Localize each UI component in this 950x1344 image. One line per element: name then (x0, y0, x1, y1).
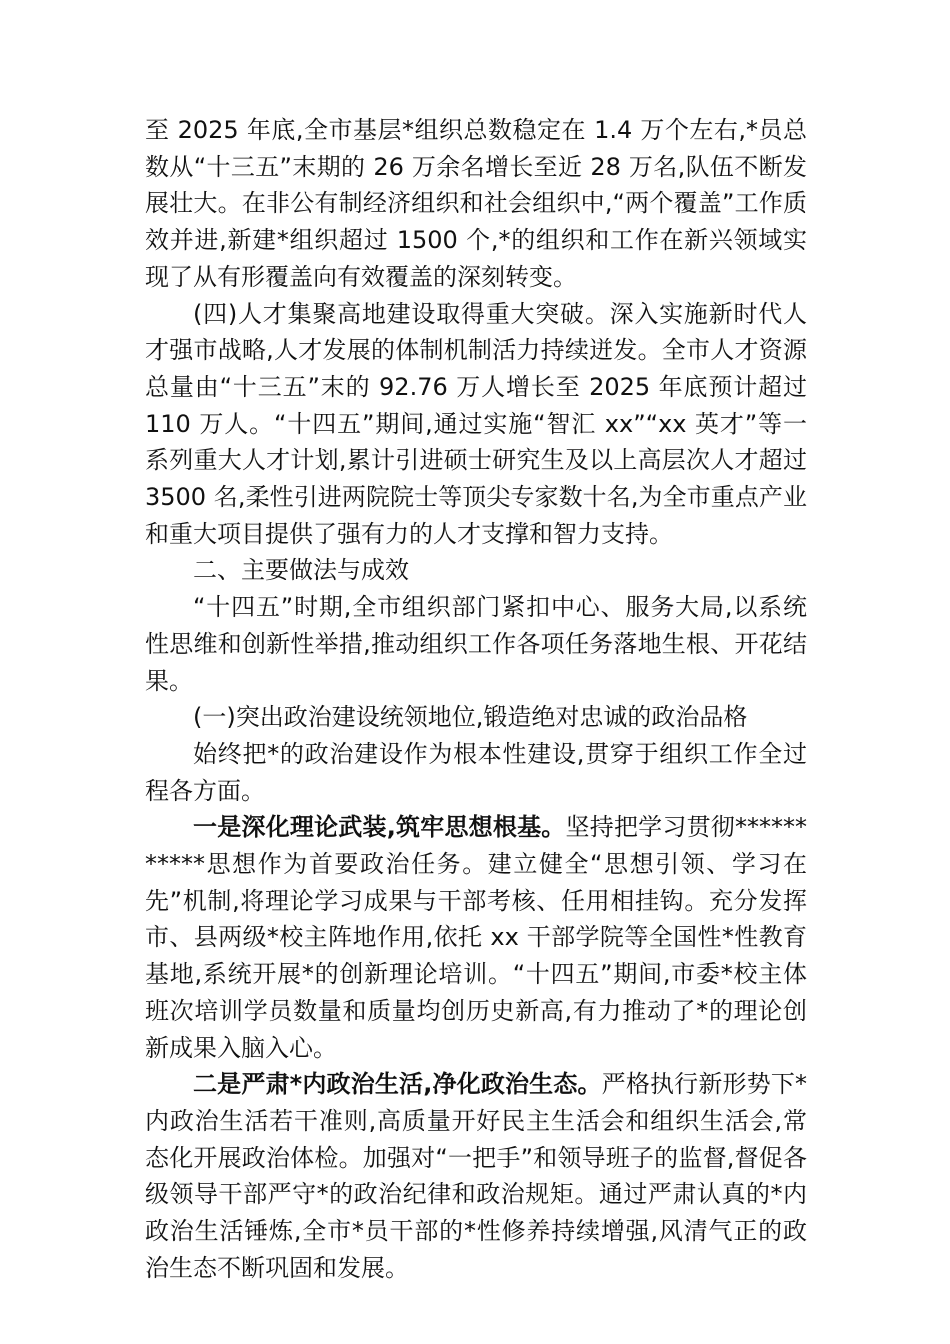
paragraph-text: 严格执行新形势下*内政治生活若干准则,高质量开好民主生活会和组织生活会,常态化开展政治体检。加强对“一把手”和领导班子的监督,督促各级领导干部严守*的政治纪律和政治规矩。通过严肃认真的*内政治生活锤炼,全市*员干部的*性修养持续增强,风清气正的政治生态不断巩固和发展。 (145, 1070, 808, 1282)
subsection-heading-text: (一)突出政治建设统领地位,锻造绝对忠诚的政治品格 (193, 703, 748, 732)
section-heading-main-practices (145, 552, 807, 589)
paragraph-bold-lead: 一是深化理论武装,筑牢思想根基。 (193, 813, 566, 842)
paragraph-bold-lead: 二是严肃*内政治生活,净化政治生态。 (193, 1070, 602, 1099)
section-heading-text: 二、主要做法与成效 (193, 556, 409, 585)
subsection-heading-political-building (145, 699, 807, 736)
paragraph-political-life (145, 1066, 807, 1286)
paragraph-text: “十四五”时期,全市组织部门紧扣中心、服务大局,以系统性思维和创新性举措,推动组织工作各项任务落地生根、开花结果。 (145, 593, 807, 695)
paragraph-text: 至 2025 年底,全市基层*组织总数稳定在 1.4 万个左右,*员总数从“十三五”末期的 26 万余名增长至近 28 万名,队伍不断发展壮大。在非公有制经济组织和社会组织中,“两个覆盖”工作质效并进,新建*组织超过 1500 个,*的组织和工作在新兴领域实现了从有形覆盖向有效覆盖的深刻转变。 (145, 116, 807, 291)
paragraph-talent-highland (145, 296, 807, 553)
paragraph-political-building-intro (145, 736, 807, 809)
document-page (145, 112, 807, 1287)
paragraph-theory-armament (145, 809, 807, 1066)
paragraph-14th-five-year-overview (145, 589, 807, 699)
paragraph-grassroots-organization (145, 112, 807, 296)
paragraph-text: (四)人才集聚高地建设取得重大突破。深入实施新时代人才强市战略,人才发展的体制机制活力持续迸发。全市人才资源总量由“十三五”末的 92.76 万人增长至 2025 年底预计超过 110 万人。“十四五”期间,通过实施“智汇 xx”“xx 英才”等一系列重大人才计划,累计引进硕士研究生及以上高层次人才超过 3500 名,柔性引进两院院士等顶尖专家数十名,为全市重点产业和重大项目提供了强有力的人才支撑和智力支持。 (145, 299, 807, 548)
paragraph-text: 始终把*的政治建设作为根本性建设,贯穿于组织工作全过程各方面。 (145, 739, 807, 805)
paragraph-text: 坚持把学习贯彻***********思想作为首要政治任务。建立健全“思想引领、学习在先”机制,将理论学习成果与干部考核、任用相挂钩。充分发挥市、县两级*校主阵地作用,依托 xx 干部学院等全国性*性教育基地,系统开展*的创新理论培训。“十四五”期间,市委*校主体班次培训学员数量和质量均创历史新高,有力推动了*的理论创新成果入脑入心。 (145, 813, 807, 1062)
